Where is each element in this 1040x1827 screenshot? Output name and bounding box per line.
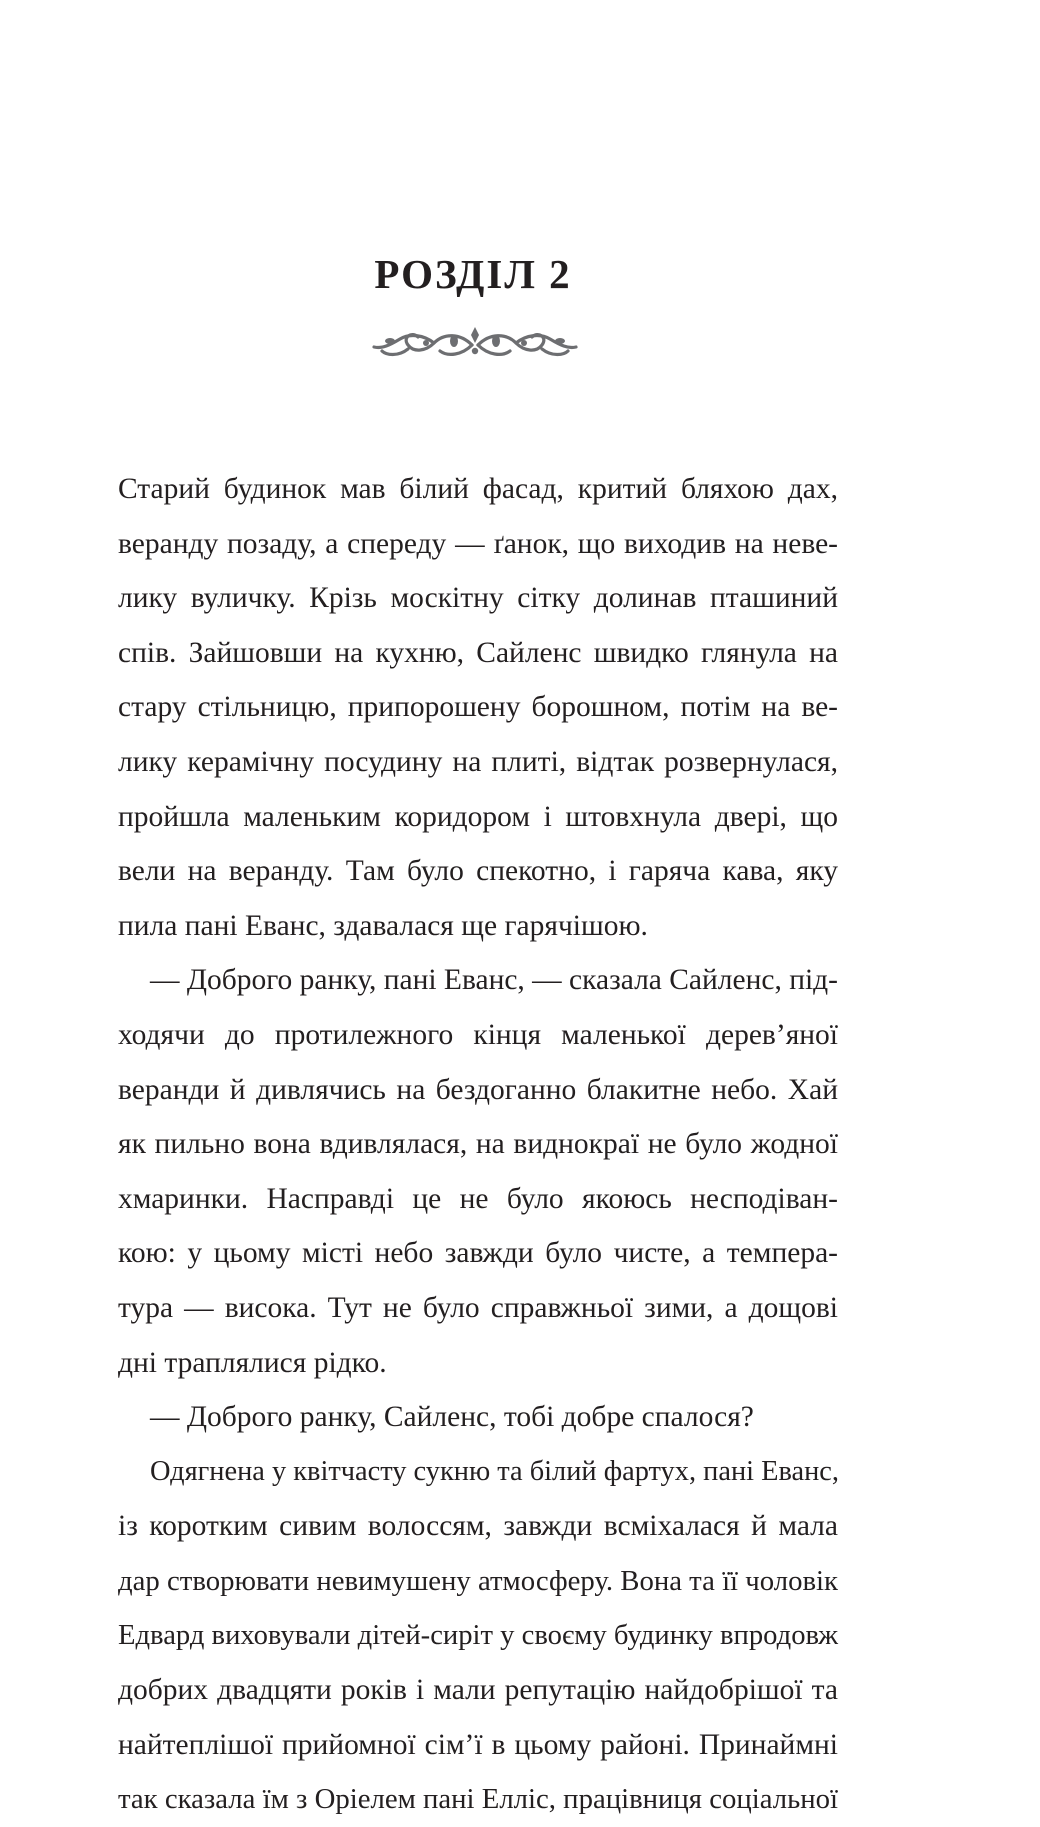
text-line: так сказала їм з Оріелем пані Елліс, працівниця соціальної — [118, 1783, 838, 1816]
text-line: добрих двадцяти років і мали репутацію найдобрішої та — [118, 1674, 838, 1707]
chapter-text — [118, 462, 838, 1827]
text-line: лику вуличку. Крізь москітну сітку долинав пташиний — [118, 582, 838, 615]
text-line: кою: у цьому місті небо завжди було чисте, а темпера- — [118, 1237, 838, 1270]
text-line: Едвард виховували дітей-сиріт у своєму будинку впродовж — [118, 1619, 838, 1652]
text-line: лику керамічну посудину на плиті, відтак розвернулася, — [118, 745, 838, 778]
text-line: пройшла маленьким коридором і штовхнула двері, що — [118, 800, 838, 833]
dialogue-line: — Доброго ранку, Сайленс, тобі добре спалося? — [150, 1401, 754, 1434]
text-line: спів. Зайшовши на кухню, Сайленс швидко глянула на — [118, 636, 838, 669]
text-line: дні траплялися рідко. — [118, 1346, 387, 1379]
text-line: як пильно вона вдивлялася, на виднокраї не було жодної — [118, 1128, 838, 1161]
text-line: Старий будинок мав білий фасад, критий бляхою дах, — [118, 473, 838, 505]
text-line: ходячи до протилежного кінця маленької дерев’яної — [118, 1018, 838, 1051]
text-line: веранду позаду, а спереду — ґанок, що виходив на неве- — [118, 527, 838, 560]
text-line: вели на веранду. Там було спекотно, і гаряча кава, яку — [118, 855, 838, 888]
text-line: із коротким сивим волоссям, завжди всміхалася й мала — [118, 1510, 838, 1543]
text-line: тура — висока. Тут не було справжньої зими, а дощові — [118, 1291, 838, 1324]
paragraph-start-line: Одягнена у квітчасту сукню та білий фартух, пані Еванс, — [150, 1455, 839, 1487]
text-line: пила пані Еванс, здавалася ще гарячішою. — [118, 909, 648, 942]
text-line: найтеплішої прийомної сім’ї в цьому районі. Принаймні — [118, 1728, 838, 1761]
floral-divider-icon — [368, 321, 582, 367]
dialogue-line: — Доброго ранку, пані Еванс, — сказала Сайленс, під- — [150, 964, 838, 997]
text-line: хмаринки. Насправді це не було якоюсь несподіван- — [118, 1182, 838, 1215]
text-line: стару стільницю, припорошену борошном, потім на ве- — [118, 691, 838, 724]
chapter-title: РОЗДІЛ 2 — [374, 251, 572, 297]
text-line: дар створювати невимушену атмосферу. Вона та її чоловік — [118, 1564, 838, 1597]
text-line: веранди й дивлячись на бездоганно блакитне небо. Хай — [118, 1073, 838, 1106]
